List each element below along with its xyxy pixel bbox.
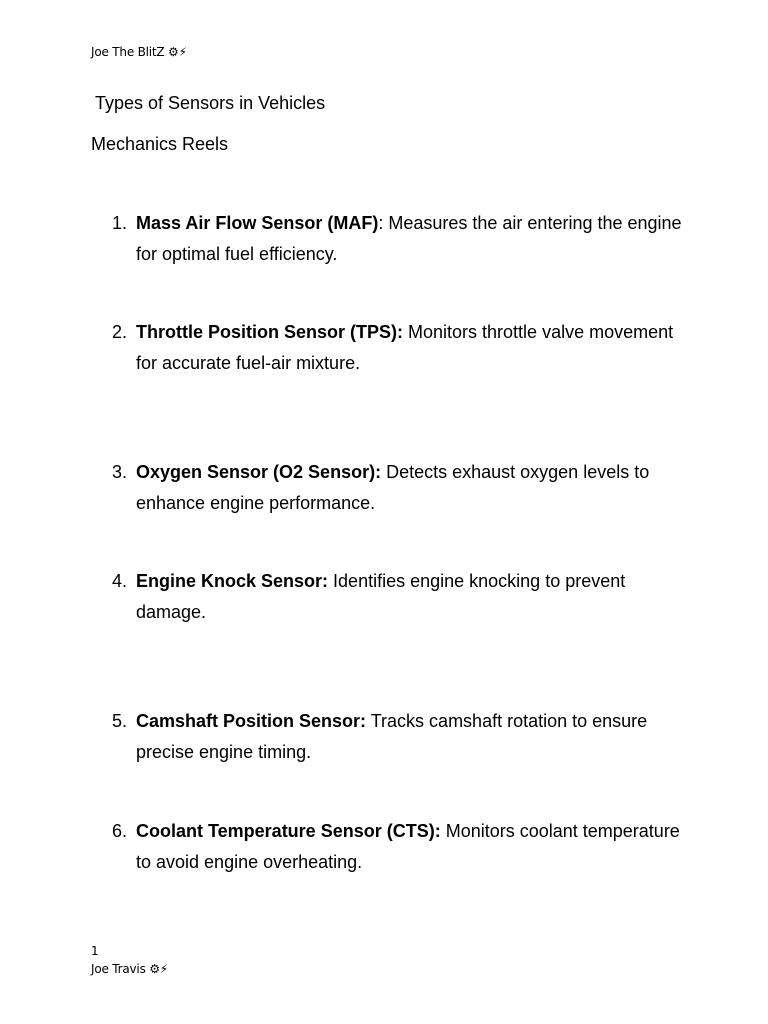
list-item-number: 1.	[112, 213, 128, 233]
page-footer: Joe Travis ⚙⚡	[91, 962, 169, 976]
list-item-number: 4.	[112, 571, 128, 591]
sensor-name: Coolant Temperature Sensor (CTS):	[136, 821, 441, 841]
document-title: Types of Sensors in Vehicles	[95, 93, 326, 113]
list-item-number: 3.	[112, 462, 128, 482]
sensor-list-item	[112, 566, 684, 628]
sensor-name: Throttle Position Sensor (TPS):	[136, 322, 404, 342]
page-number: 1	[91, 944, 99, 958]
sensor-list-item	[112, 457, 684, 519]
list-item-number: 6.	[112, 821, 128, 841]
sensor-list-item	[112, 706, 684, 768]
sensor-list-item	[112, 317, 684, 379]
sensor-description: Detects exhaust oxygen levels to enhance engine performance.	[136, 462, 650, 513]
sensor-description: Tracks camshaft rotation to ensure precise engine timing.	[136, 711, 648, 762]
list-item-number: 5.	[112, 711, 128, 731]
sensor-name: Mass Air Flow Sensor (MAF)	[136, 213, 379, 233]
sensor-name: Engine Knock Sensor:	[136, 571, 329, 591]
sensor-name: Oxygen Sensor (O2 Sensor):	[136, 462, 382, 482]
sensor-description: Monitors throttle valve movement for accurate fuel-air mixture.	[136, 322, 674, 373]
page-header: Joe The BlitZ ⚙⚡	[91, 45, 187, 59]
sensor-list-item	[112, 816, 684, 878]
sensor-description: Monitors coolant temperature to avoid engine overheating.	[136, 821, 680, 872]
sensor-description: : Measures the air entering the engine for optimal fuel efficiency.	[136, 213, 682, 264]
sensor-list-item	[112, 208, 684, 270]
document-subtitle: Mechanics Reels	[91, 134, 229, 154]
sensor-description: Identifies engine knocking to prevent damage.	[136, 571, 626, 622]
sensor-name: Camshaft Position Sensor:	[136, 711, 367, 731]
list-item-number: 2.	[112, 322, 128, 342]
